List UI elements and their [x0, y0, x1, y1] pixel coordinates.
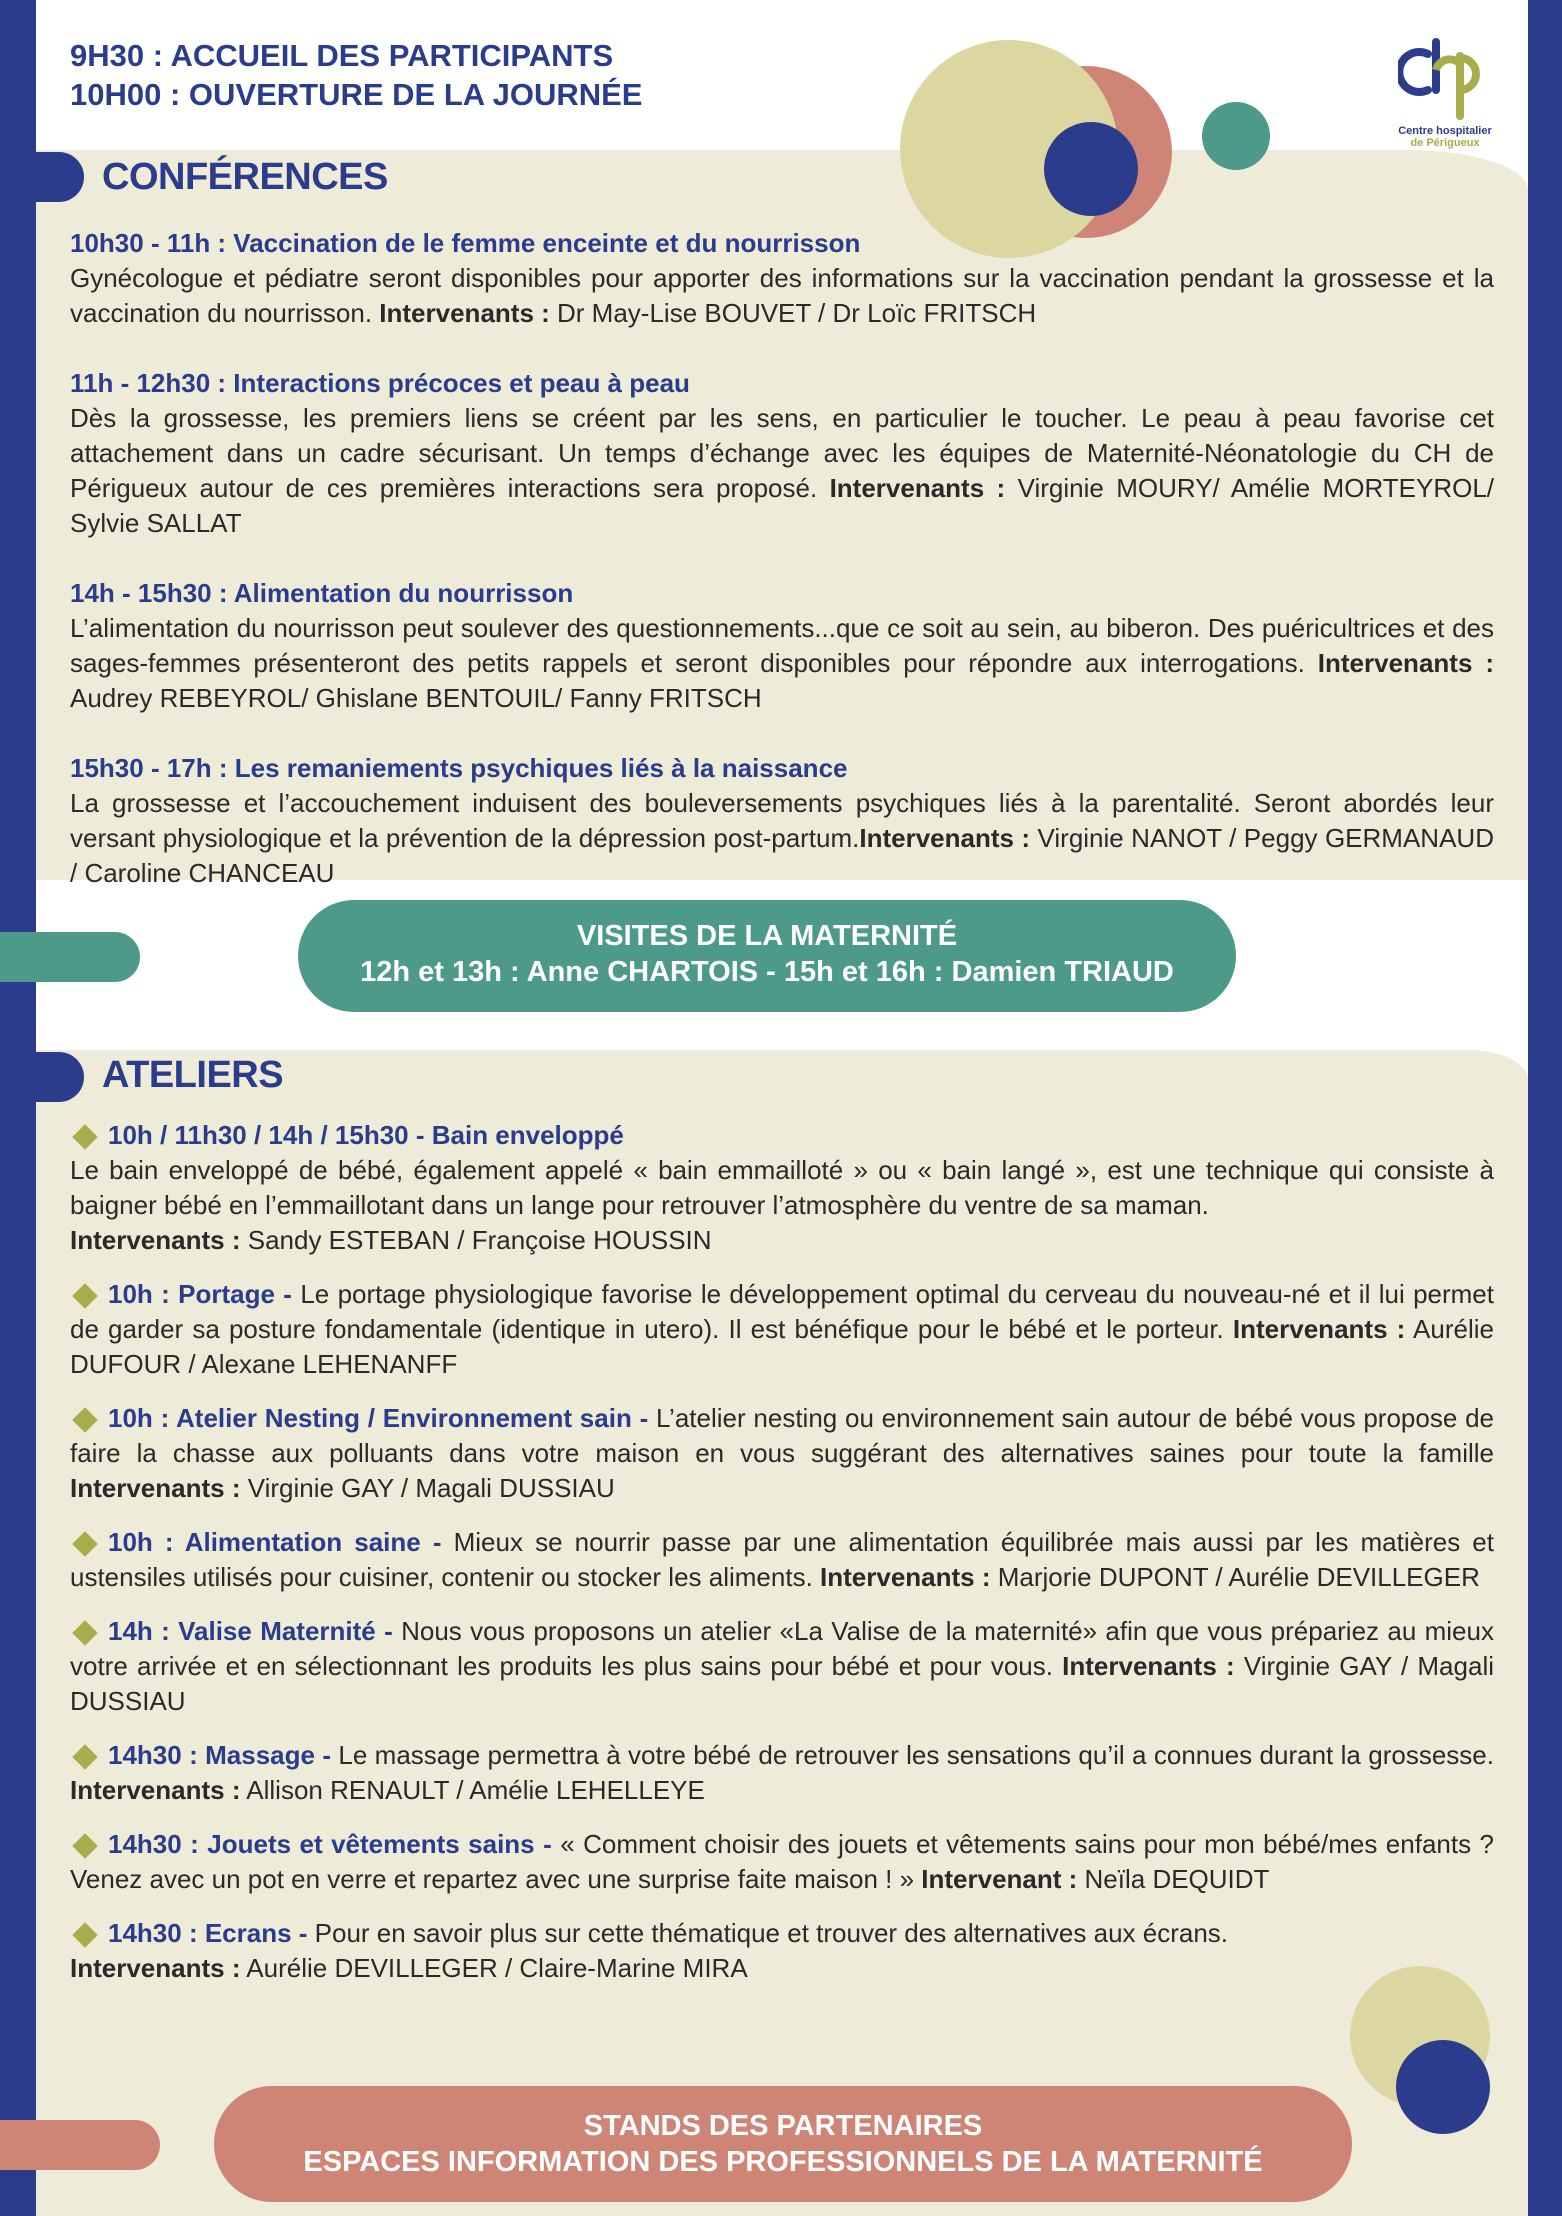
conference-speakers: Dr May-Lise BOUVET / Dr Loïc FRITSCH — [549, 298, 1037, 328]
speakers-label: Intervenants : — [70, 1225, 241, 1255]
hospital-logo — [1398, 36, 1492, 160]
logo-text-line1: Centre hospitalier — [1398, 125, 1492, 137]
speakers-label: Intervenants : — [70, 1953, 241, 1983]
conference-item — [70, 751, 1494, 891]
atelier-body: Le massage permettra à votre bébé de retrouver les sensations qu’il a connues durant la grossesse. — [338, 1740, 1494, 1770]
diamond-bullet-icon — [72, 1620, 97, 1645]
conference-body: La grossesse et l’accouchement induisent des bouleversements psychiques liés à la parentalité. Seront abordés leur versant physiologique et la prévention de la dépression post-partum. — [70, 788, 1494, 853]
diamond-bullet-icon — [72, 1124, 97, 1149]
atelier-title: 14h : Valise Maternité - — [108, 1616, 402, 1646]
conferences-heading: CONFÉRENCES — [102, 156, 388, 198]
ateliers-tab — [0, 1052, 84, 1102]
speakers-label: Intervenants : — [70, 1775, 241, 1805]
logo-text-line2: de Périgueux — [1410, 137, 1480, 149]
diamond-bullet-icon — [72, 1531, 97, 1556]
conferences-list — [70, 226, 1494, 891]
atelier-body: « Comment choisir des jouets et vêtements sains pour mon bébé/mes enfants ? Venez avec un pot en verre et repartez avec une surprise faite maison ! » — [70, 1829, 1495, 1894]
diamond-bullet-icon — [72, 1407, 97, 1432]
conference-speakers: Audrey REBEYROL/ Ghislane BENTOUIL/ Fanny FRITSCH — [70, 683, 762, 713]
header-title — [70, 36, 642, 114]
atelier-speakers: Virginie GAY / Magali DUSSIAU — [70, 1651, 1494, 1716]
atelier-item — [70, 1614, 1494, 1719]
decor-circle-navy-bottom — [1396, 2040, 1490, 2134]
visits-banner — [298, 900, 1236, 1012]
diamond-bullet-icon — [72, 1833, 97, 1858]
atelier-title: 10h : Alimentation saine - — [108, 1527, 454, 1557]
conference-title: 11h - 12h30 : Interactions précoces et peau à peau — [70, 368, 690, 398]
right-border-bar — [1528, 0, 1562, 2216]
conference-body: L’alimentation du nourrisson peut soulever des questionnements...que ce soit au sein, au biberon. Des puéricultrices et des sages-femmes présenteront des petits rappels et seront disponibles pour répondre aux interrogations. — [70, 613, 1494, 678]
speakers-label: Intervenants : — [820, 1562, 991, 1592]
atelier-item — [70, 1118, 1494, 1258]
atelier-item — [70, 1827, 1494, 1897]
speakers-label: Intervenant : — [921, 1864, 1078, 1894]
conference-item — [70, 226, 1494, 331]
chp-logo-icon — [1398, 36, 1492, 120]
partners-title: STANDS DES PARTENAIRES — [583, 2110, 983, 2142]
header-line2: 10H00 : OUVERTURE DE LA JOURNÉE — [70, 77, 643, 112]
atelier-body: Pour en savoir plus sur cette thématique et trouver des alternatives aux écrans. — [314, 1918, 1229, 1948]
conference-item — [70, 576, 1494, 716]
atelier-body: Le portage physiologique favorise le développement optimal du cerveau du nouveau-né et il lui permet de garder sa posture fondamentale (identique in utero). Il est bénéfique pour le bébé et le porteur. — [70, 1279, 1494, 1344]
atelier-body: Mieux se nourrir passe par une alimentation équilibrée mais aussi par les matières et ustensiles utilisés pour cuisiner, contenir ou stocker les aliments. — [70, 1527, 1494, 1592]
conference-speakers: Virginie NANOT / Peggy GERMANAUD / Caroline CHANCEAU — [70, 823, 1494, 888]
speakers-label: Intervenants : — [379, 298, 550, 328]
speakers-label: Intervenants : — [1232, 1314, 1406, 1344]
atelier-speakers: Aurélie DEVILLEGER / Claire-Marine MIRA — [240, 1953, 748, 1983]
atelier-item — [70, 1738, 1494, 1808]
header-line1: 9H30 : ACCUEIL DES PARTICIPANTS — [70, 38, 614, 73]
salmon-side-tab — [0, 2120, 160, 2170]
atelier-title: 10h / 11h30 / 14h / 15h30 - Bain enveloppé — [108, 1120, 624, 1150]
ateliers-list — [70, 1118, 1494, 1986]
atelier-item — [70, 1916, 1494, 1986]
decor-circle-teal — [1202, 102, 1270, 170]
atelier-speakers: Neïla DEQUIDT — [1077, 1864, 1270, 1894]
atelier-speakers: Marjorie DUPONT / Aurélie DEVILLEGER — [990, 1562, 1480, 1592]
speakers-label: Intervenants : — [829, 473, 1006, 503]
atelier-title: 14h30 : Jouets et vêtements sains - — [108, 1829, 561, 1859]
visits-title: VISITES DE LA MATERNITÉ — [576, 920, 958, 952]
decor-circle-navy — [1044, 122, 1138, 216]
conferences-tab — [0, 152, 84, 202]
teal-side-tab — [0, 932, 140, 982]
atelier-title: 10h : Atelier Nesting / Environnement sain - — [108, 1403, 657, 1433]
atelier-body: L’atelier nesting ou environnement sain autour de bébé vous propose de faire la chasse aux polluants dans votre maison en vous suggérant des alternatives saines pour toute la famille — [70, 1403, 1494, 1468]
speakers-label: Intervenants : — [1317, 648, 1494, 678]
conference-body: Dès la grossesse, les premiers liens se créent par les sens, en particulier le toucher. Le peau à peau favorise cet attachement dans un cadre sécurisant. Un temps d’échange avec les équipes de Maternité-Néonatologie du CH de Périgueux autour de ces premières interactions sera proposé. — [70, 403, 1494, 503]
atelier-speakers: Allison RENAULT / Amélie LEHELLEYE — [240, 1775, 705, 1805]
atelier-body: Le bain enveloppé de bébé, également appelé « bain emmailloté » ou « bain langé », est une technique qui consiste à baigner bébé en l’emmaillotant dans un lange pour retrouver l’atmosphère du ventre de sa maman. — [70, 1155, 1494, 1220]
atelier-body: Nous vous proposons un atelier «La Valise de la maternité» afin que vous prépariez au mieux votre arrivée et en sélectionnant les produits les plus sains pour bébé et pour vous. — [70, 1616, 1494, 1681]
atelier-title: 10h : Portage - — [108, 1279, 301, 1309]
visits-schedule: 12h et 13h : Anne CHARTOIS - 15h et 16h : Damien TRIAUD — [360, 956, 1174, 988]
atelier-item — [70, 1277, 1494, 1382]
atelier-item — [70, 1401, 1494, 1506]
atelier-speakers: Aurélie DUFOUR / Alexane LEHENANFF — [70, 1314, 1494, 1379]
ateliers-heading: ATELIERS — [102, 1054, 284, 1096]
conference-title: 14h - 15h30 : Alimentation du nourrisson — [70, 578, 574, 608]
atelier-item — [70, 1525, 1494, 1595]
conference-title: 15h30 - 17h : Les remaniements psychiques liés à la naissance — [70, 753, 848, 783]
diamond-bullet-icon — [72, 1283, 97, 1308]
conference-title: 10h30 - 11h : Vaccination de le femme enceinte et du nourrisson — [70, 228, 861, 258]
atelier-title: 14h30 : Ecrans - — [108, 1918, 315, 1948]
atelier-speakers: Virginie GAY / Magali DUSSIAU — [240, 1473, 615, 1503]
speakers-label: Intervenants : — [1062, 1651, 1235, 1681]
left-border-bar — [0, 0, 36, 2216]
conference-body: Gynécologue et pédiatre seront disponibles pour apporter des informations sur la vaccination pendant la grossesse et la vaccination du nourrisson. — [70, 263, 1494, 328]
partners-subtitle: ESPACES INFORMATION DES PROFESSIONNELS DE LA MATERNITÉ — [303, 2146, 1263, 2178]
partners-banner — [214, 2086, 1352, 2202]
conference-speakers: Virginie MOURY/ Amélie MORTEYROL/ Sylvie SALLAT — [70, 473, 1494, 538]
atelier-title: 14h30 : Massage - — [108, 1740, 339, 1770]
diamond-bullet-icon — [72, 1744, 97, 1769]
speakers-label: Intervenants : — [70, 1473, 241, 1503]
diamond-bullet-icon — [72, 1922, 97, 1947]
conference-item — [70, 366, 1494, 541]
atelier-speakers: Sandy ESTEBAN / Françoise HOUSSIN — [240, 1225, 712, 1255]
speakers-label: Intervenants : — [859, 823, 1031, 853]
